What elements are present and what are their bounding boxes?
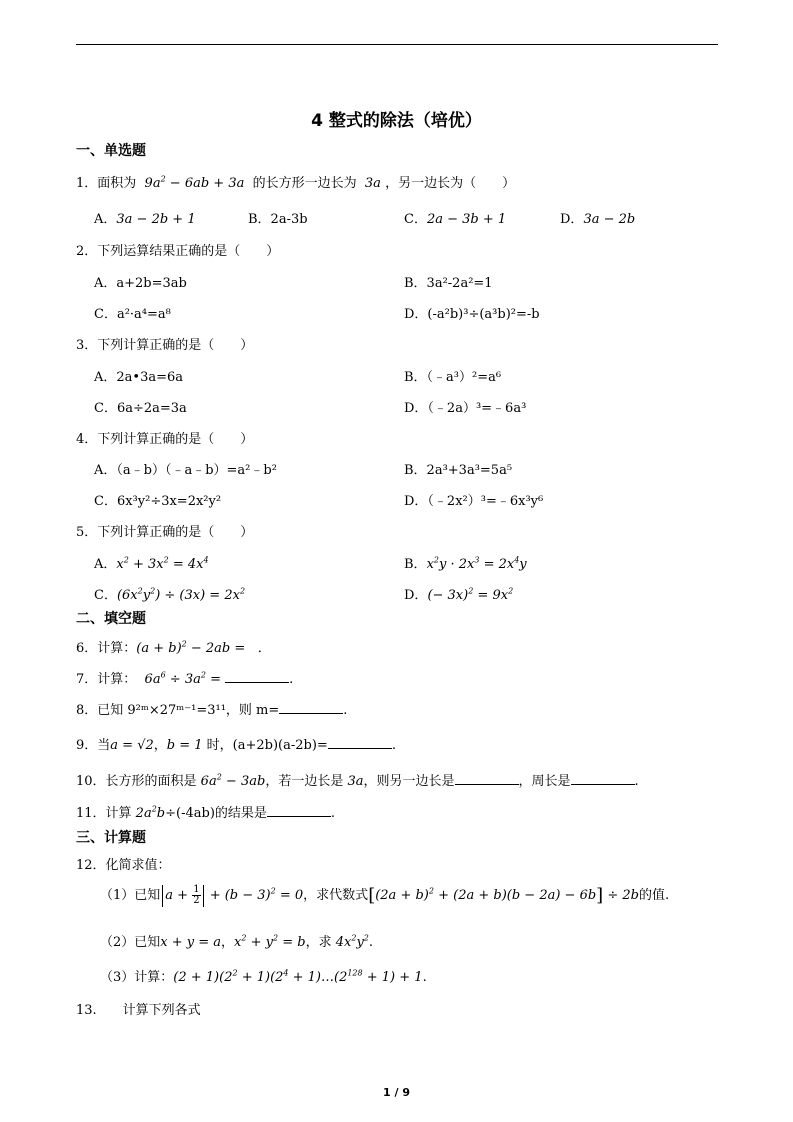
q12-part-3: （3）计算：$(2 + 1)(2^2 + 1)(2^4$ + $1)\dots(2^{128} + 1) + 1$. xyxy=(100,968,427,985)
q9-answer-blank[interactable] xyxy=(328,736,392,749)
q1-expr: $9a^2 - 6ab + 3a$ xyxy=(140,174,249,191)
q8-answer-blank[interactable] xyxy=(279,701,343,714)
q12-part-1: （1）已知 a + $\frac{1}{2}$ + $(b - 3)^2 = 0$，求代数式$[(2a + b)^2 + (2a + b)(b - 2a) - 6b] \div 2b$的值. xyxy=(100,884,670,906)
q2-option-a[interactable]: A．a+2b=3ab xyxy=(94,276,187,291)
section-single-choice: 一、单选题 xyxy=(76,143,146,159)
question-2: 2．下列运算结果正确的是（ ） xyxy=(76,244,280,259)
q1-option-c[interactable]: C．2a − 3b + 1 xyxy=(404,212,507,227)
question-4: 4．下列计算正确的是（ ） xyxy=(76,432,254,447)
q3-option-d[interactable]: D．（﹣2a）³=﹣6a³ xyxy=(404,401,527,416)
q2-option-d[interactable]: D．(-a²b)³÷(a³b)²=-b xyxy=(404,307,540,322)
q3-option-b[interactable]: B．（﹣a³）²=a⁶ xyxy=(404,370,502,385)
header-rule xyxy=(76,44,718,45)
section-calculation: 三、计算题 xyxy=(76,830,146,846)
question-9: 9．当a = √2，b = 1 时，(a+2b)(a-2b)= . xyxy=(76,738,396,753)
q1-side: 3a xyxy=(360,176,381,191)
q5-option-d[interactable]: D．(− $3x)^2 = 9x^2$ xyxy=(404,586,514,603)
q5-option-a[interactable]: A．$x^2 + 3x^2 = 4x^4$ xyxy=(94,555,209,572)
question-12: 12．化简求值： xyxy=(76,858,171,873)
q1-option-b[interactable]: B．2a-3b xyxy=(248,212,308,227)
q1-option-a[interactable]: A．3a − 2b + 1 xyxy=(94,212,196,227)
q10-perimeter-blank[interactable] xyxy=(571,772,635,785)
q4-option-a[interactable]: A．（a﹣b）（﹣a﹣b）=a²﹣b² xyxy=(94,463,277,478)
question-3: 3．下列计算正确的是（ ） xyxy=(76,338,254,353)
q12-part-2: （2）已知x + y = a，$x^2 + y^2 = b$，求 $4x^2y^2$. xyxy=(100,933,374,950)
q1-text-a: 1．面积为 xyxy=(76,176,137,191)
question-13: 13. 计算下列各式 xyxy=(76,1003,201,1018)
question-1 xyxy=(76,172,515,191)
q3-option-c[interactable]: C．6a÷2a=3a xyxy=(94,401,187,416)
question-11: 11．计算 $2a^2b\div(-4ab)$的结果是 . xyxy=(76,804,336,821)
page-number: 1 / 9 xyxy=(383,1086,410,1099)
q1-text-b: 的长方形一边长为 xyxy=(252,176,357,191)
q1-text-c: ，另一边长为（ ） xyxy=(385,176,516,191)
q1-option-d[interactable]: D．3a − 2b xyxy=(560,212,636,227)
q10-side-blank[interactable] xyxy=(455,772,519,785)
section-fill-blank: 二、填空题 xyxy=(76,611,146,627)
q6-answer-blank[interactable] xyxy=(249,641,257,656)
q2-option-c[interactable]: C．a²·a⁴=a⁸ xyxy=(94,307,171,322)
q4-option-c[interactable]: C．6x³y²÷3x=2x²y² xyxy=(94,494,222,509)
q5-option-c[interactable]: C．$(6x^2y^2) \div (3x) = 2x^2$ xyxy=(94,586,246,603)
q11-answer-blank[interactable] xyxy=(267,804,331,817)
question-10: 10．长方形的面积是 $6a^2 - 3ab$，若一边长是 3a，则另一边长是 ，周长是 . xyxy=(76,772,639,789)
q3-option-a[interactable]: A．2a•3a=6a xyxy=(94,370,184,385)
question-7: 7．计算： $6a^6 \div 3a^2$ = . xyxy=(76,670,294,687)
question-8: 8．已知 9²ᵐ×27ᵐ⁻¹=3¹¹，则 m= . xyxy=(76,703,348,718)
q4-option-b[interactable]: B．2a³+3a³=5a⁵ xyxy=(404,463,513,478)
q7-answer-blank[interactable] xyxy=(225,670,289,683)
q5-option-b[interactable]: B．$x^2y \cdot 2x^3 = 2x^4y$ xyxy=(404,555,527,572)
q2-option-b[interactable]: B．3a²-2a²=1 xyxy=(404,276,493,291)
q4-option-d[interactable]: D．（﹣2x²）³=﹣6x³y⁶ xyxy=(404,494,544,509)
page-title: 4 整式的除法（培优） xyxy=(311,111,482,131)
question-6: 6．计算：$(a + b)^2 - 2ab$ = ． xyxy=(76,639,271,656)
question-5: 5．下列计算正确的是（ ） xyxy=(76,525,254,540)
